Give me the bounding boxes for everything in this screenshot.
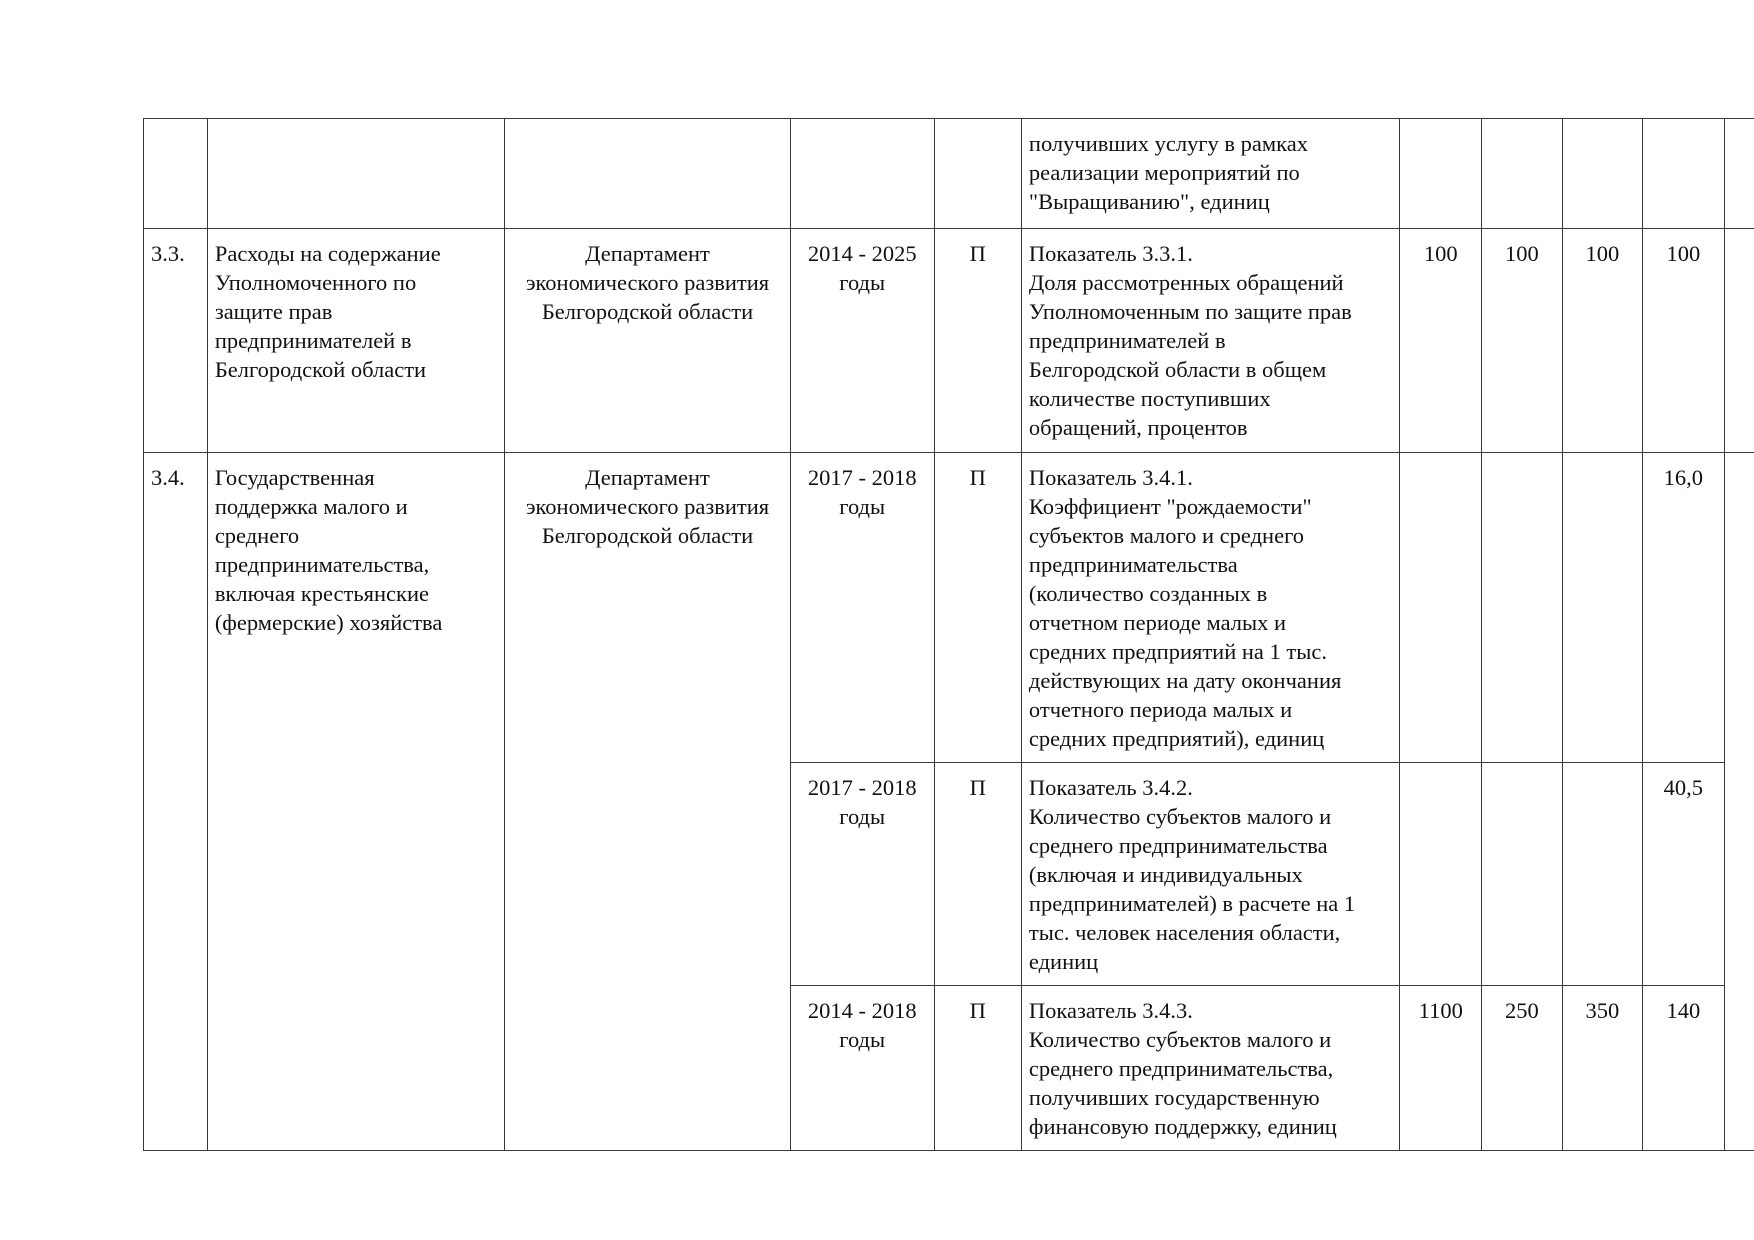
indicator-text: Показатель 3.4.3. [1028,998,1193,1023]
period-text: 2017 - 2018 [807,465,917,490]
indicator-text: Показатель 3.4.2. [1028,775,1193,800]
value-cell: 1100 [1400,986,1482,1151]
table-row [144,119,1754,229]
indicator-text: Доля рассмотренных обращений [1028,270,1344,295]
type-cell: П [934,986,1021,1151]
period-text: годы [839,804,886,829]
indicator-text: (включая и индивидуальных [1028,862,1303,887]
program-indicators-table [143,118,1754,1151]
executor-text: Департамент [585,465,710,490]
event-text: защите прав [214,299,333,324]
event-cell [207,453,504,1151]
executor-cell [505,453,791,1151]
indicator-text: предпринимательства [1028,552,1238,577]
indicator-text: Показатель 3.3.1. [1028,241,1193,266]
event-text: среднего [214,523,300,548]
type-cell: П [934,453,1021,763]
type-cell [934,119,1021,229]
value-cell: 40,5 [1643,763,1725,986]
period-cell [790,763,934,986]
value-cell [1400,119,1482,229]
indicator-text: средних предприятий), единиц [1028,726,1325,751]
value-cell [1400,453,1482,763]
indicator-text: Количество субъектов малого и [1028,804,1332,829]
indicator-text: получивших государственную [1028,1085,1320,1110]
value-cell: 100 [1482,229,1563,453]
indicator-text: предпринимателей) в расчете на 1 [1028,891,1356,916]
indicator-text: средних предприятий на 1 тыс. [1028,639,1327,664]
table-row [144,453,1754,763]
value-cell: 100 [1562,229,1643,453]
indicator-cell [1021,763,1400,986]
indicator-text: количестве поступивших [1028,386,1271,411]
executor-text: Белгородской области [541,299,754,324]
executor-text: экономического развития [525,494,770,519]
type-cell: П [934,229,1021,453]
indicator-text: (количество созданных в [1028,581,1268,606]
value-cell: 250 [1482,986,1563,1151]
indicator-text: среднего предпринимательства, [1028,1056,1334,1081]
value-cell [1400,763,1482,986]
indicator-text: Коэффициент "рождаемости" [1028,494,1312,519]
value-cell [1482,453,1563,763]
period-text: годы [839,270,886,295]
indicator-text: получивших услугу в рамках [1028,131,1308,156]
indicator-text: обращений, процентов [1028,415,1248,440]
period-text: 2014 - 2025 [807,241,917,266]
event-text: Белгородской области [214,357,427,382]
indicator-text: реализации мероприятий по [1028,160,1300,185]
executor-text: экономического развития [525,270,770,295]
row-number-cell: 3.4. [144,453,208,1151]
event-text: (фермерские) хозяйства [214,610,443,635]
executor-cell [505,229,791,453]
indicator-cell [1021,986,1400,1151]
table-row [144,229,1754,453]
executor-cell [505,119,791,229]
value-cell [1482,763,1563,986]
row-number-cell: 3.3. [144,229,208,453]
period-text: годы [839,494,886,519]
event-text: Уполномоченного по [214,270,417,295]
executor-text: Белгородской области [541,523,754,548]
event-cell [207,119,504,229]
value-cell [1562,119,1643,229]
row-number-cell [144,119,208,229]
event-cell [207,229,504,453]
indicator-cell [1021,453,1400,763]
executor-text: Департамент [585,241,710,266]
value-cell [1643,119,1725,229]
period-text: 2014 - 2018 [807,998,917,1023]
cut-off-cell [1724,119,1754,229]
indicator-text: финансовую поддержку, единиц [1028,1114,1337,1139]
value-cell: 140 [1643,986,1725,1151]
event-text: Расходы на содержание [214,241,441,266]
indicator-text: отчетного периода малых и [1028,697,1293,722]
period-cell [790,229,934,453]
type-cell: П [934,763,1021,986]
period-text: 2017 - 2018 [807,775,917,800]
indicator-text: среднего предпринимательства [1028,833,1328,858]
cut-off-cell [1724,453,1754,1151]
indicator-text: "Выращиванию", единиц [1028,189,1270,214]
value-cell [1562,763,1643,986]
value-cell: 350 [1562,986,1643,1151]
period-cell [790,453,934,763]
value-cell: 100 [1643,229,1725,453]
event-text: предпринимательства, [214,552,430,577]
event-text: предпринимателей в [214,328,412,353]
indicator-text: Показатель 3.4.1. [1028,465,1193,490]
value-cell: 16,0 [1643,453,1725,763]
value-cell [1482,119,1563,229]
value-cell: 100 [1400,229,1482,453]
event-text: Государственная [214,465,375,490]
indicator-text: Количество субъектов малого и [1028,1027,1332,1052]
indicator-text: тыс. человек населения области, [1028,920,1341,945]
value-cell [1562,453,1643,763]
event-text: поддержка малого и [214,494,408,519]
indicator-text: Уполномоченным по защите прав [1028,299,1352,324]
indicator-cell [1021,229,1400,453]
indicator-text: субъектов малого и среднего [1028,523,1305,548]
indicator-cell [1021,119,1400,229]
period-text: годы [839,1027,886,1052]
indicator-text: Белгородской области в общем [1028,357,1327,382]
event-text: включая крестьянские [214,581,429,606]
cut-off-cell [1724,229,1754,453]
indicator-text: отчетном периоде малых и [1028,610,1287,635]
indicator-text: предпринимателей в [1028,328,1226,353]
period-cell [790,119,934,229]
indicator-text: единиц [1028,949,1099,974]
period-cell [790,986,934,1151]
indicator-text: действующих на дату окончания [1028,668,1342,693]
